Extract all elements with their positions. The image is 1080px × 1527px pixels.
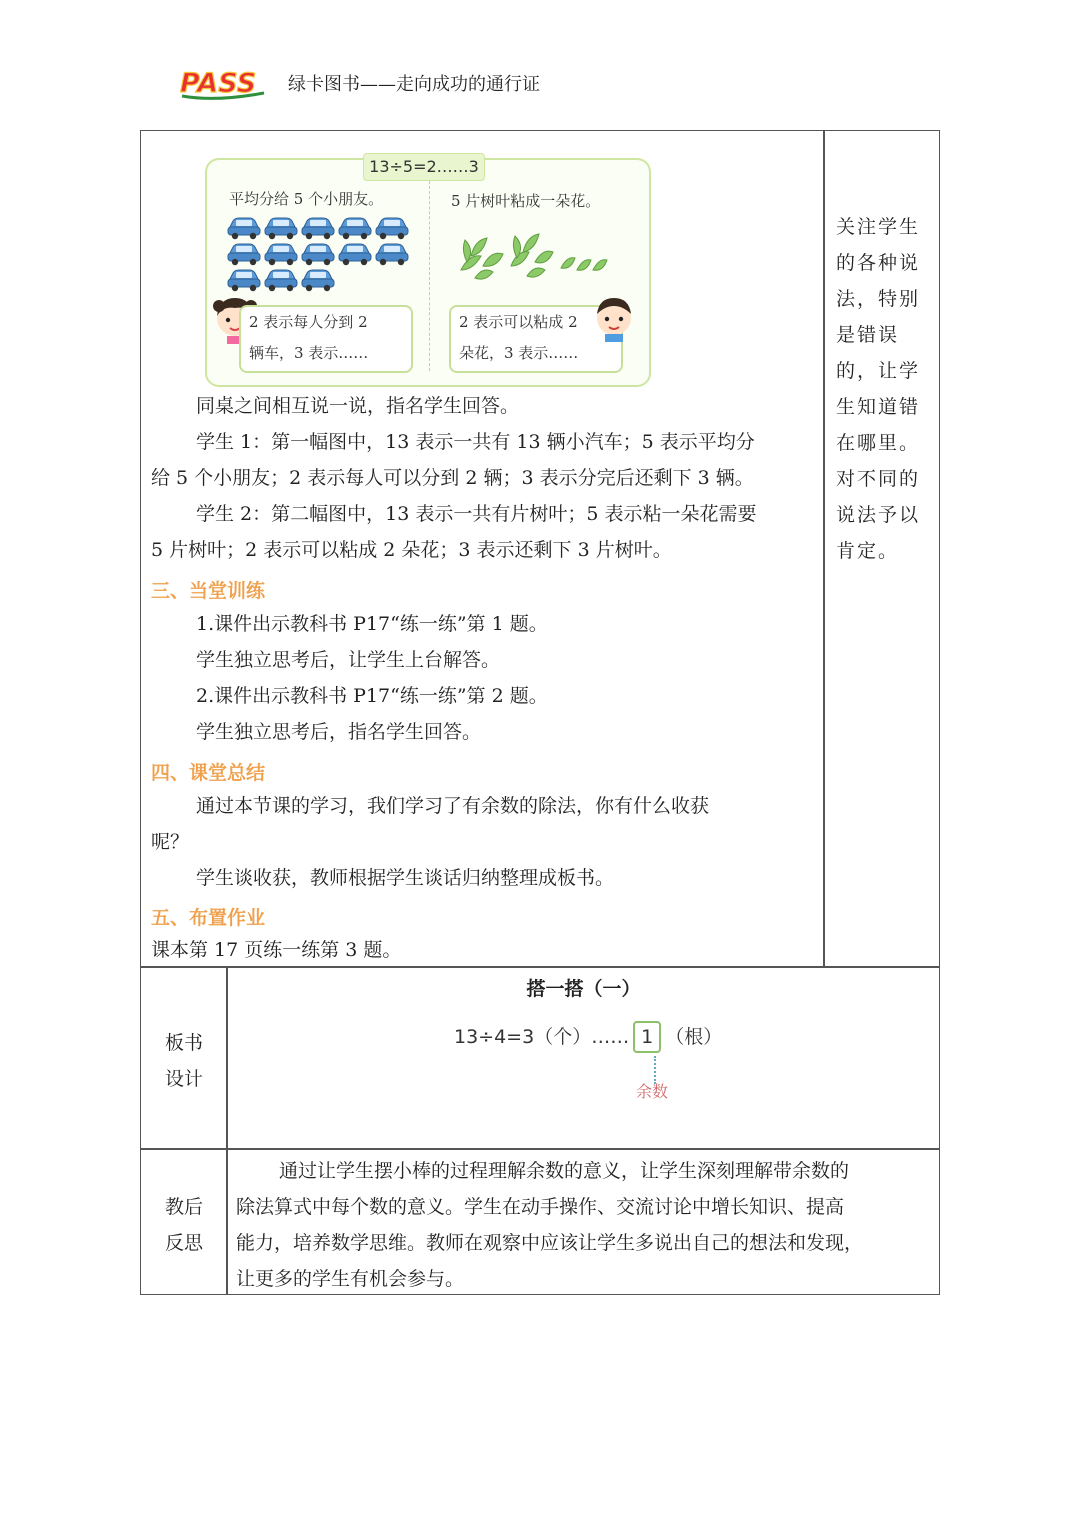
heading-practice: 三、当堂训练 (151, 580, 266, 602)
car-icon (228, 244, 260, 265)
summary-line3: 学生谈收获，教师根据学生谈话归纳整理成板书。 (196, 867, 615, 889)
heading-homework: 五、布置作业 (151, 907, 266, 929)
boy-avatar-icon (591, 292, 637, 342)
board-equation (454, 1021, 722, 1053)
note-line: 关注学生 (836, 216, 921, 238)
car-icon (302, 270, 334, 291)
figure-equation: 13÷5=2……3 (363, 153, 485, 181)
summary-line1: 通过本节课的学习，我们学习了有余数的除法，你有什么收获 (196, 795, 710, 817)
left-bubble-line-1: 2 表示每人分到 2 (249, 313, 368, 331)
car-icon (228, 218, 260, 239)
car-icon (265, 270, 297, 291)
reflection-line1: 通过让学生摆小棒的过程理解余数的意义，让学生深刻理解带余数的 (279, 1160, 850, 1182)
car-icon (339, 218, 371, 239)
car-icon (302, 218, 334, 239)
car-icon (339, 244, 371, 265)
note-line: 的，让学 (836, 360, 921, 382)
left-caption: 平均分给 5 个小朋友。 (229, 190, 384, 208)
note-line: 法，特别 (836, 288, 921, 310)
left-speech-bubble (239, 305, 413, 373)
note-line: 的各种说 (836, 252, 921, 274)
car-icon (376, 218, 408, 239)
car-icon (265, 244, 297, 265)
task1-answer: 学生独立思考后，让学生上台解答。 (196, 649, 501, 671)
note-line: 在哪里。 (836, 432, 921, 454)
heading-summary: 四、课堂总结 (151, 762, 266, 784)
summary-line2: 呢？ (151, 831, 190, 853)
student2-line2: 5 片树叶；2 表示可以粘成 2 朵花；3 表示还剩下 3 片树叶。 (151, 539, 672, 561)
task2-answer: 学生独立思考后，指名学生回答。 (196, 721, 482, 743)
board-label-line1: 板书 (164, 1032, 203, 1054)
student1-line1: 学生 1：第一幅图中，13 表示一共有 13 辆小汽车；5 表示平均分 (196, 431, 755, 453)
right-caption: 5 片树叶粘成一朵花。 (451, 192, 601, 210)
remainder-box: 1 (633, 1021, 661, 1053)
note-column-divider (823, 131, 825, 967)
reflection-line4: 让更多的学生有机会参与。 (236, 1268, 465, 1290)
cars-illustration (227, 215, 412, 293)
row-divider-reflection (141, 1148, 939, 1150)
logo-text: PASS (180, 68, 257, 99)
remainder-label: 余数 (636, 1082, 669, 1101)
teacher-note (836, 209, 932, 569)
board-title: 搭一搭（一） (526, 978, 641, 1000)
note-line: 对不同的 (836, 468, 921, 490)
homework-line: 课本第 17 页练一练第 3 题。 (151, 939, 402, 961)
car-icon (302, 244, 334, 265)
reflection-label (141, 1189, 227, 1261)
reflection-label-line1: 教后 (164, 1196, 203, 1218)
board-equation-suffix: （根） (665, 1026, 723, 1048)
paragraph-discuss: 同桌之间相互说一说，指名学生回答。 (196, 395, 520, 417)
car-icon (265, 218, 297, 239)
note-line: 说法予以 (836, 504, 921, 526)
note-line: 肯定。 (836, 540, 900, 562)
student2-line1: 学生 2：第二幅图中，13 表示一共有片树叶；5 表示粘一朵花需要 (196, 503, 757, 525)
car-icon (228, 270, 260, 291)
figure-divider (429, 176, 430, 371)
car-icon (376, 244, 408, 265)
leaves-illustration (453, 226, 613, 286)
reflection-line2: 除法算式中每个数的意义。学生在动手操作、交流讨论中增长知识、提高 (236, 1196, 845, 1218)
task2: 2.课件出示教科书 P17“练一练”第 2 题。 (196, 685, 548, 707)
right-bubble-line-2: 朵花，3 表示…… (459, 344, 579, 362)
pass-logo (176, 62, 268, 102)
board-equation-prefix: 13÷4=3（个）…… (454, 1026, 630, 1048)
reflection-label-line2: 反思 (164, 1232, 203, 1254)
board-label (141, 1025, 227, 1097)
lesson-table (140, 130, 940, 1295)
right-bubble-line-1: 2 表示可以粘成 2 (459, 313, 578, 331)
header-title: 绿卡图书——走向成功的通行证 (288, 74, 540, 95)
reflection-line3: 能力，培养数学思维。教师在观察中应该让学生多说出自己的想法和发现， (236, 1232, 864, 1254)
note-line: 是错误 (836, 324, 900, 346)
board-label-line2: 设计 (164, 1068, 203, 1090)
textbook-figure (205, 158, 651, 387)
task1: 1.课件出示教科书 P17“练一练”第 1 题。 (196, 613, 548, 635)
left-bubble-line-2: 辆车，3 表示…… (249, 344, 369, 362)
note-line: 生知道错 (836, 396, 921, 418)
student1-line2: 给 5 个小朋友；2 表示每人可以分到 2 辆；3 表示分完后还剩下 3 辆。 (151, 467, 754, 489)
